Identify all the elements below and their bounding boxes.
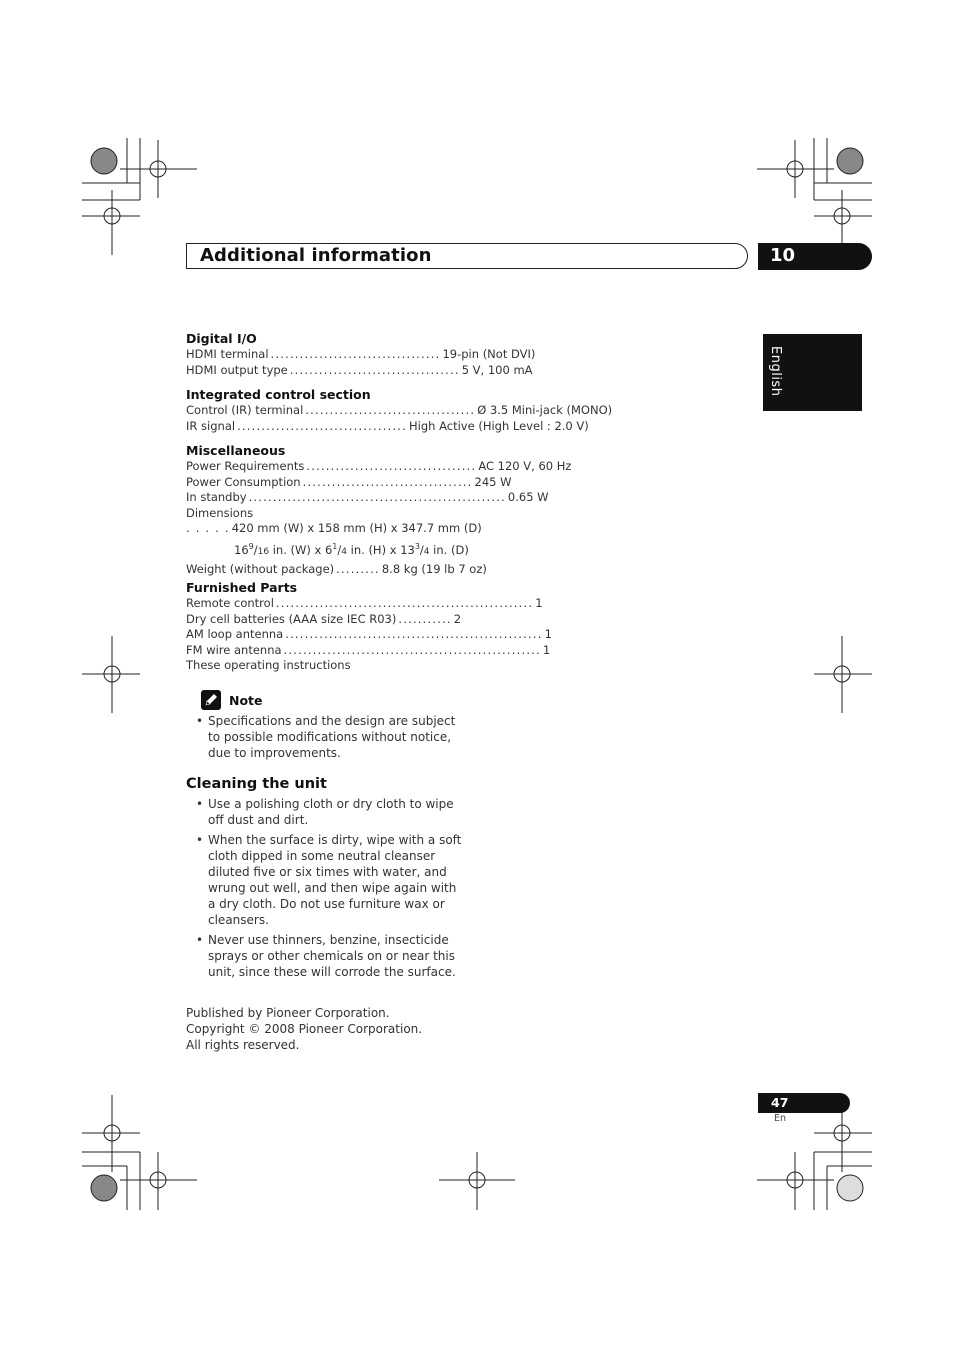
section-furnished-parts [186,580,552,674]
spec-row: Dry cell batteries (AAA size IEC R03) ........... 2 [186,611,462,626]
section-title: Digital I/O [186,331,257,346]
note-label: Note [229,693,263,708]
section-title: Miscellaneous [186,443,286,458]
note-pencil-icon [201,690,221,710]
dimensions-mm: . . . . . 420 mm (W) x 158 mm (H) x 347.7 mm (D) [186,521,482,536]
spec-row: IR signal ................................... High Active (High Level : 2.0 V) [186,418,589,433]
section-title: Furnished Parts [186,580,298,595]
spec-row: HDMI terminal ................................... 19-pin (Not DVI) [186,347,536,361]
page-language: En [774,1113,787,1124]
copyright-line: Copyright © 2008 Pioneer Corporation. [186,1022,423,1036]
cleaning-bullet: • Use a polishing cloth or dry cloth to wipe off dust and dirt. [196,797,454,827]
dimensions-label: Dimensions [186,505,254,520]
spec-row-weight: Weight (without package) ......... 8.8 kg (19 lb 7 oz) [186,561,487,576]
spec-row: Control (IR) terminal ................................... Ø 3.5 Mini-jack (MONO) [186,403,613,417]
section-miscellaneous [186,443,572,577]
cleaning-bullet: • When the surface is dirty, wipe with a soft cloth dipped in some neutral cleanser diluted five or six times with water, and wrung out well, and then wipe again with a dry cloth. Do not use furniture wax or cleansers. [196,833,462,927]
spec-row: Remote control ..................................................... 1 [186,596,543,610]
publisher-info [186,1005,422,1053]
cleaning-bullet: • Never use thinners, benzine, insecticide sprays or other chemicals on or near this unit, since these will corrode the surface. [196,933,456,979]
section-digital-io [186,331,536,378]
spec-row: AM loop antenna ..................................................... 1 [186,627,552,642]
spec-row: In standby ..................................................... 0.65 W [186,490,549,505]
bullet-dot: • [196,797,204,811]
bullet-dot: • [196,933,204,947]
cleaning-title: Cleaning the unit [186,776,327,792]
section-title: Integrated control section [186,387,371,402]
note-bullet: • Specifications and the design are subject to possible modifications without notice, due to improvements. [196,714,456,760]
bullet-dot: • [196,833,204,847]
spec-row: Power Consumption ................................... 245 W [186,474,512,489]
publisher-line: Published by Pioneer Corporation. [186,1006,390,1020]
language-tab-label: English [768,346,783,397]
rights-line: All rights reserved. [186,1038,300,1052]
section-integrated-control [186,387,613,434]
spec-row: HDMI output type ................................... 5 V, 100 mA [186,362,533,377]
chapter-number: 10 [770,245,796,266]
page-number: 47 [771,1095,789,1110]
bullet-dot: • [196,714,204,728]
page-title: Additional information [200,245,432,266]
spec-row-last: These operating instructions [186,658,351,673]
spec-row: FM wire antenna ..................................................... 1 [186,642,551,657]
spec-row: Power Requirements ................................... AC 120 V, 60 Hz [186,459,572,473]
dimensions-inches: $16^9/16$ in. (W) x $6^1/4$ in. (H) x $13^3/4$ in. (D) [234,541,469,557]
